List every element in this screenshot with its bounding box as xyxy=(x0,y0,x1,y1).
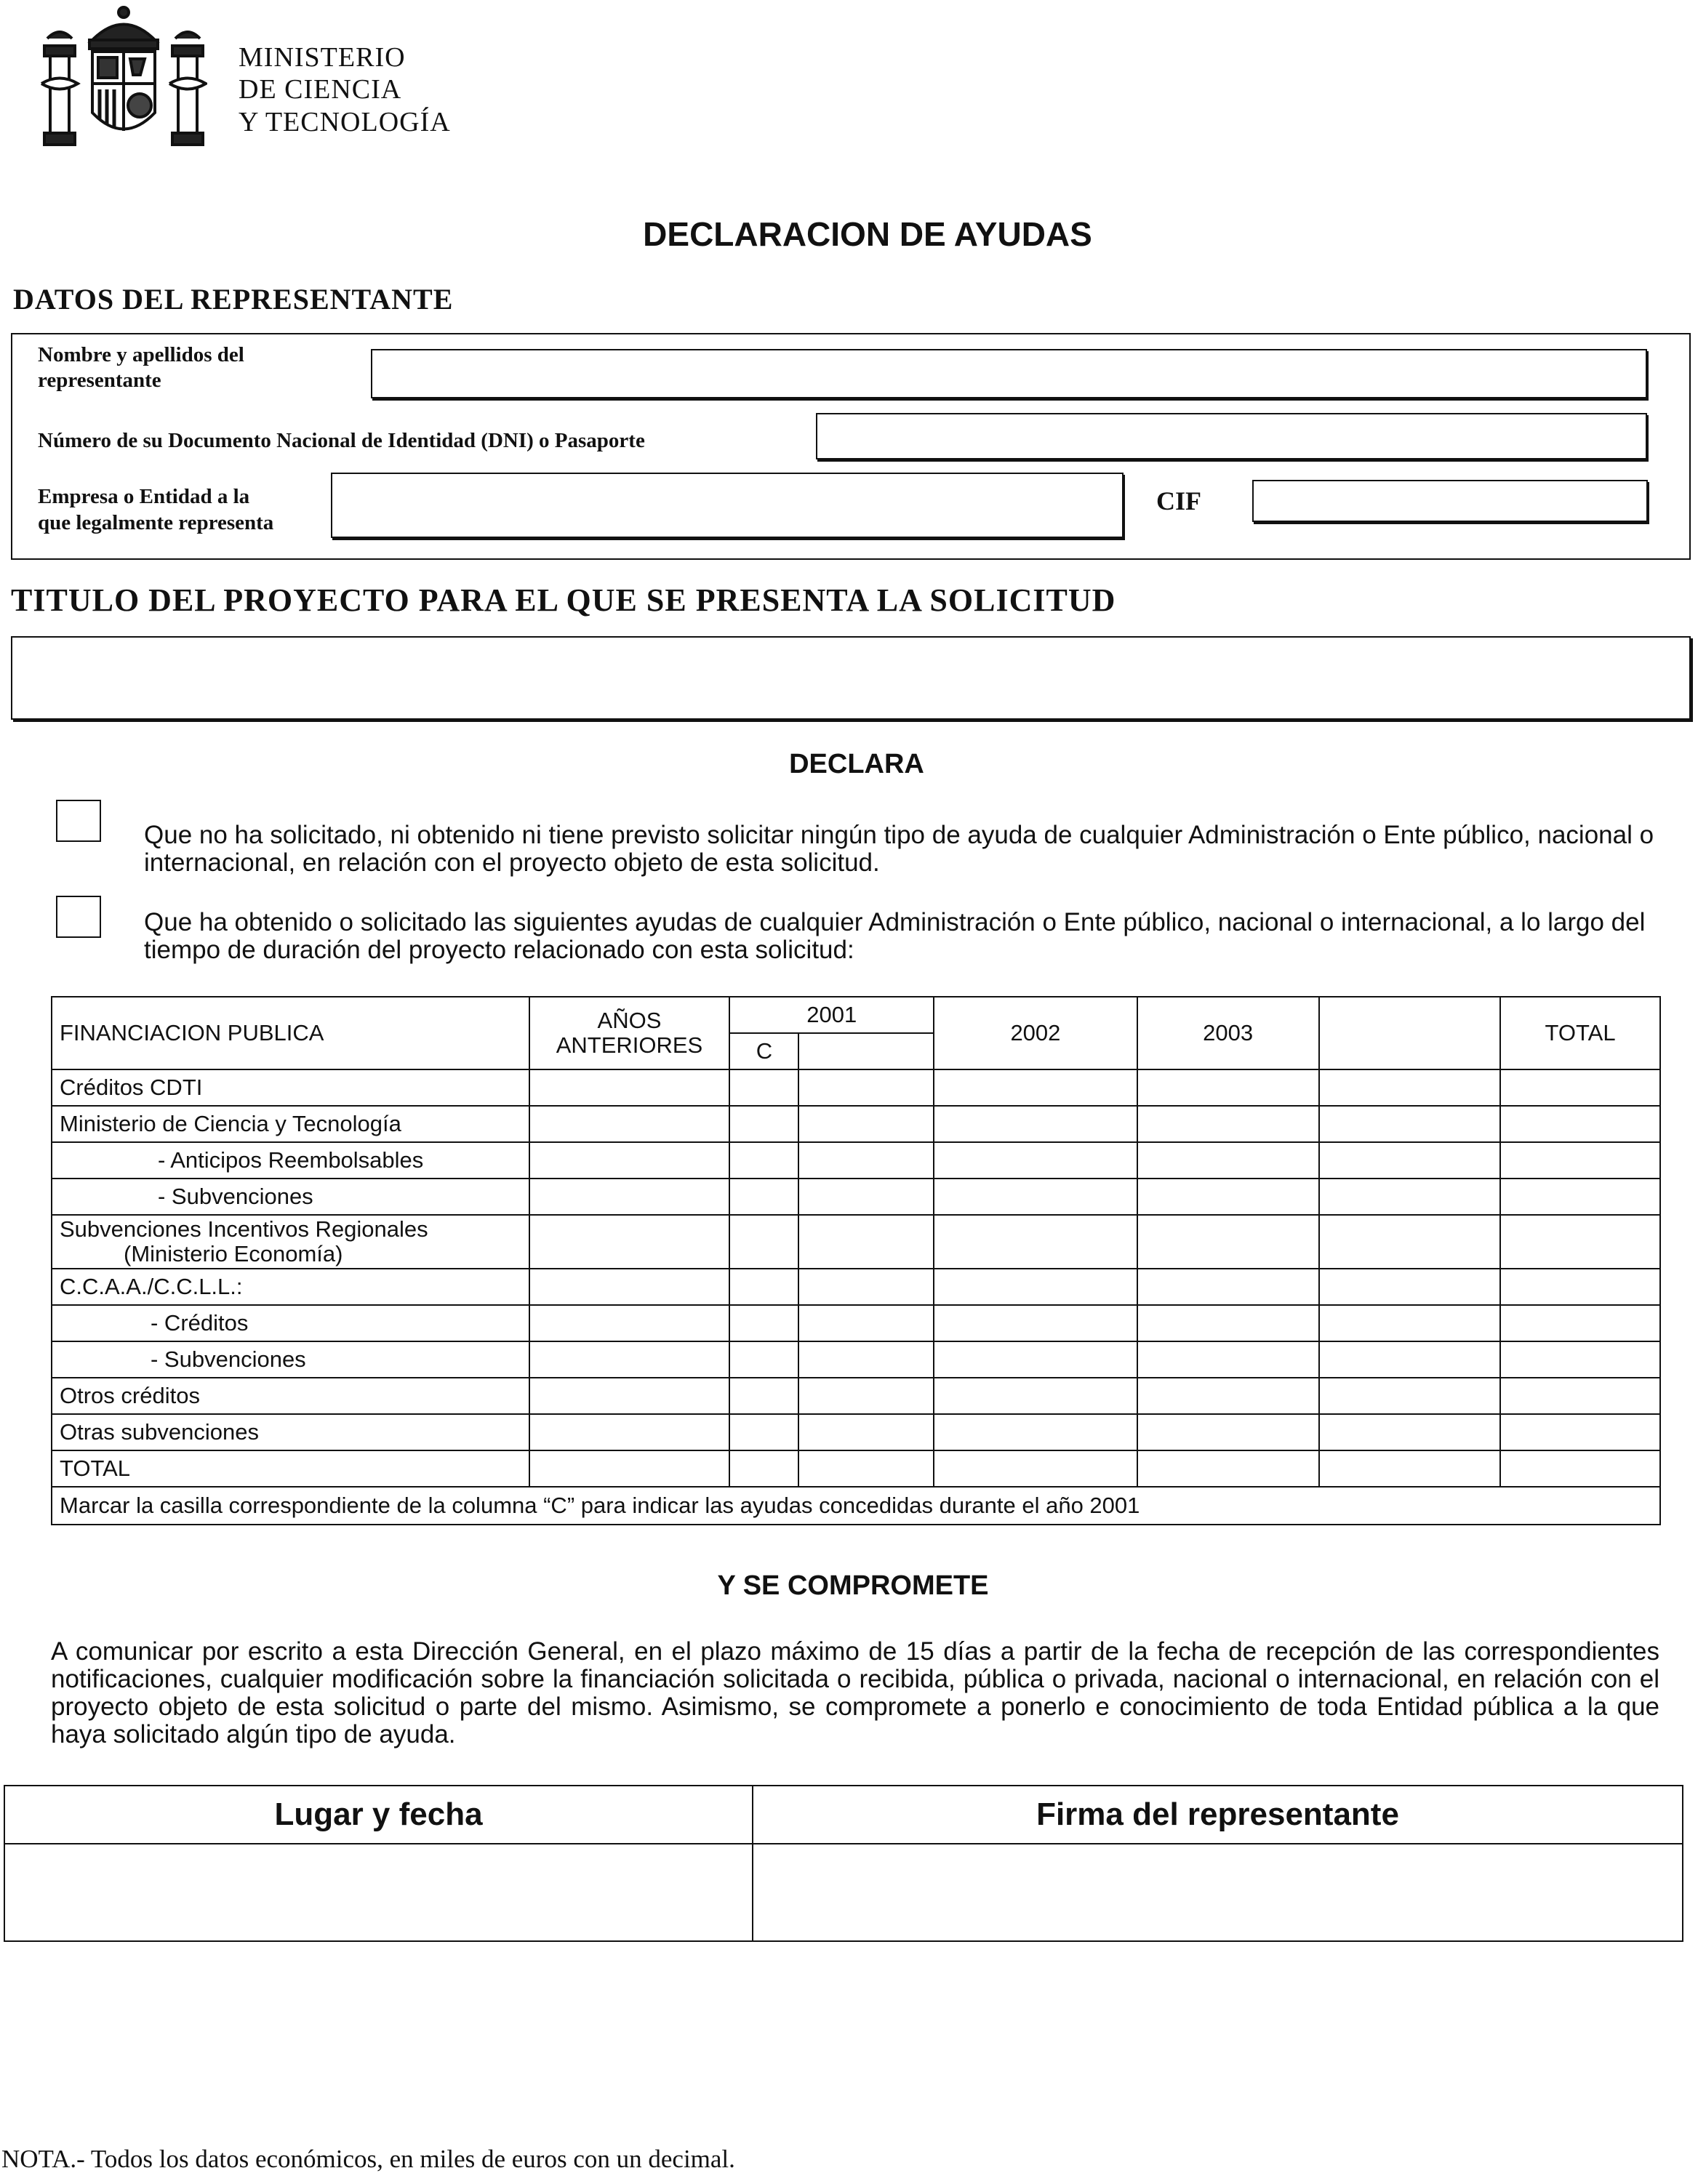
amount-cell[interactable] xyxy=(1319,1305,1501,1341)
row-label: TOTAL xyxy=(52,1450,529,1487)
amount-cell[interactable] xyxy=(1500,1378,1660,1414)
table-row xyxy=(52,1179,1660,1215)
ministry-name-line-1: MINISTERIO xyxy=(239,42,406,73)
row-label-line-1: Subvenciones Incentivos Regionales xyxy=(60,1216,428,1242)
company-label-line-1: Empresa o Entidad a la xyxy=(38,485,250,508)
header-2003: 2003 xyxy=(1137,997,1319,1069)
table-row xyxy=(52,1378,1660,1414)
table-footnote: Marcar la casilla correspondiente de la columna “C” para indicar las ayudas concedidas durante el año 2001 xyxy=(52,1487,1660,1525)
coat-of-arms-logo xyxy=(40,4,207,149)
amount-cell[interactable] xyxy=(1137,1142,1319,1179)
amount-cell[interactable] xyxy=(934,1378,1137,1414)
name-label-line-1: Nombre y apellidos del xyxy=(38,343,244,366)
amount-cell[interactable] xyxy=(1500,1142,1660,1179)
row-label-line-2: (Ministerio Economía) xyxy=(124,1241,343,1266)
amount-cell[interactable] xyxy=(529,1142,730,1179)
amount-cell[interactable] xyxy=(1500,1305,1660,1341)
compromete-heading: Y SE COMPROMETE xyxy=(717,1570,989,1601)
amount-cell[interactable] xyxy=(1137,1069,1319,1106)
row-label: Otros créditos xyxy=(52,1378,529,1414)
amount-cell[interactable] xyxy=(798,1450,934,1487)
row-label: - Subvenciones xyxy=(52,1179,529,1215)
amount-cell[interactable] xyxy=(529,1414,730,1450)
amount-cell[interactable] xyxy=(1500,1179,1660,1215)
amount-cell[interactable] xyxy=(1500,1215,1660,1269)
amount-cell[interactable] xyxy=(729,1106,798,1142)
amount-cell[interactable] xyxy=(798,1341,934,1378)
company-label-line-2: que legalmente representa xyxy=(38,511,274,534)
amount-cell[interactable] xyxy=(529,1179,730,1215)
cif-label: CIF xyxy=(1156,486,1201,515)
amount-cell[interactable] xyxy=(934,1450,1137,1487)
amount-cell[interactable] xyxy=(1500,1269,1660,1305)
representative-heading: DATOS DEL REPRESENTANTE xyxy=(13,283,454,316)
place-date-field[interactable] xyxy=(4,1844,753,1941)
amount-cell[interactable] xyxy=(934,1305,1137,1341)
amount-cell[interactable] xyxy=(729,1414,798,1450)
amount-cell[interactable] xyxy=(529,1069,730,1106)
amount-cell[interactable] xyxy=(529,1378,730,1414)
amount-cell[interactable] xyxy=(529,1450,730,1487)
amount-cell[interactable] xyxy=(1137,1450,1319,1487)
amount-cell[interactable] xyxy=(1319,1269,1501,1305)
amount-cell[interactable] xyxy=(729,1450,798,1487)
amount-cell[interactable] xyxy=(1319,1106,1501,1142)
aid-obtained-text: Que ha obtenido o solicitado las siguientes ayudas de cualquier Administración o Ente público, nacional o internacional, a lo largo del tiempo de duración del proyecto relacionado con esta solicitud: xyxy=(144,908,1646,964)
amount-cell[interactable] xyxy=(1137,1215,1319,1269)
compromete-text: A comunicar por escrito a esta Dirección General, en el plazo máximo de 15 días a partir de la fecha de recepción de las correspondientes notificaciones, cualquier modificación sobre la financiación solicitada o recibida, pública o privada, nacional o internacional, en relación con el proyecto objeto de esta solicitud o parte del mismo. Asimismo, se compromete a ponerlo e conocimiento de toda Entidad pública a la que haya solicitado algún tipo de ayuda. xyxy=(51,1637,1659,1749)
row-label: - Subvenciones xyxy=(52,1341,529,1378)
table-row xyxy=(52,1106,1660,1142)
signature-field[interactable] xyxy=(753,1844,1683,1941)
row-label: C.C.A.A./C.C.L.L.: xyxy=(52,1269,529,1305)
amount-cell[interactable] xyxy=(798,1378,934,1414)
amount-cell[interactable] xyxy=(1137,1378,1319,1414)
row-label: - Créditos xyxy=(52,1305,529,1341)
document-title: DECLARACION DE AYUDAS xyxy=(643,215,1092,253)
dni-label: Número de su Documento Nacional de Identidad (DNI) o Pasaporte xyxy=(38,429,645,452)
table-row xyxy=(52,1341,1660,1378)
amount-cell[interactable] xyxy=(798,1305,934,1341)
ministry-name-line-2: DE CIENCIA xyxy=(239,74,402,105)
no-aid-checkbox[interactable] xyxy=(56,800,101,842)
row-label: Ministerio de Ciencia y Tecnología xyxy=(52,1106,529,1142)
amount-cell[interactable] xyxy=(1500,1069,1660,1106)
declara-heading: DECLARA xyxy=(789,749,924,779)
amount-cell[interactable] xyxy=(934,1414,1137,1450)
table-row xyxy=(52,1414,1660,1450)
amount-cell[interactable] xyxy=(1137,1341,1319,1378)
amount-cell[interactable] xyxy=(1137,1269,1319,1305)
place-date-label: Lugar y fecha xyxy=(4,1786,753,1844)
header-previous-years xyxy=(529,997,730,1069)
amount-cell[interactable] xyxy=(934,1215,1137,1269)
dni-input[interactable] xyxy=(816,413,1647,459)
signature-label: Firma del representante xyxy=(753,1786,1683,1844)
funding-table xyxy=(51,996,1661,1525)
amount-cell[interactable] xyxy=(1137,1414,1319,1450)
aid-obtained-checkbox[interactable] xyxy=(56,896,101,938)
amount-cell[interactable] xyxy=(1319,1215,1501,1269)
table-row xyxy=(52,1305,1660,1341)
ministry-name-line-3: Y TECNOLOGÍA xyxy=(239,107,451,137)
amount-cell[interactable] xyxy=(934,1269,1137,1305)
signature-table xyxy=(4,1785,1683,1942)
header-funding: FINANCIACION PUBLICA xyxy=(52,997,529,1069)
amount-cell[interactable] xyxy=(729,1305,798,1341)
amount-cell[interactable] xyxy=(1319,1378,1501,1414)
amount-cell[interactable] xyxy=(1500,1341,1660,1378)
amount-cell[interactable] xyxy=(1319,1341,1501,1378)
amount-cell[interactable] xyxy=(729,1378,798,1414)
amount-cell[interactable] xyxy=(729,1142,798,1179)
amount-cell[interactable] xyxy=(1319,1142,1501,1179)
amount-cell[interactable] xyxy=(529,1305,730,1341)
amount-cell[interactable] xyxy=(934,1106,1137,1142)
nota-text: NOTA.- Todos los datos económicos, en miles de euros con un decimal. xyxy=(1,2145,735,2173)
amount-cell[interactable] xyxy=(934,1069,1137,1106)
amount-cell[interactable] xyxy=(1137,1106,1319,1142)
table-row xyxy=(52,1142,1660,1179)
amount-cell[interactable] xyxy=(1137,1305,1319,1341)
header-blank xyxy=(1319,997,1501,1069)
amount-cell[interactable] xyxy=(798,1142,934,1179)
amount-cell[interactable] xyxy=(798,1215,934,1269)
table-row xyxy=(52,1450,1660,1487)
row-label: Otras subvenciones xyxy=(52,1414,529,1450)
amount-cell[interactable] xyxy=(1319,1179,1501,1215)
amount-cell[interactable] xyxy=(529,1215,730,1269)
header-total: TOTAL xyxy=(1500,997,1660,1069)
amount-cell[interactable] xyxy=(729,1269,798,1305)
header-c: C xyxy=(729,1033,798,1069)
name-input[interactable] xyxy=(371,349,1647,398)
amount-cell[interactable] xyxy=(729,1215,798,1269)
cif-input[interactable] xyxy=(1252,480,1648,522)
amount-cell[interactable] xyxy=(729,1179,798,1215)
no-aid-text: Que no ha solicitado, ni obtenido ni tiene previsto solicitar ningún tipo de ayuda de cualquier Administración o Ente público, nacional o internacional, en relación con el proyecto objeto de esta solicitud. xyxy=(144,821,1654,877)
name-label-line-2: representante xyxy=(38,369,161,392)
header-previous-line-2: ANTERIORES xyxy=(556,1032,703,1058)
header-2001-amount xyxy=(798,1033,934,1069)
amount-cell[interactable] xyxy=(1500,1450,1660,1487)
row-label: - Anticipos Reembolsables xyxy=(52,1142,529,1179)
header-previous-line-1: AÑOS xyxy=(597,1008,662,1033)
amount-cell[interactable] xyxy=(529,1341,730,1378)
amount-cell[interactable] xyxy=(798,1269,934,1305)
table-row xyxy=(52,1269,1660,1305)
table-row xyxy=(52,1215,1660,1269)
row-label-regional xyxy=(52,1215,529,1269)
amount-cell[interactable] xyxy=(1137,1179,1319,1215)
amount-cell[interactable] xyxy=(1319,1069,1501,1106)
amount-cell[interactable] xyxy=(934,1179,1137,1215)
amount-cell[interactable] xyxy=(798,1414,934,1450)
amount-cell[interactable] xyxy=(1319,1414,1501,1450)
amount-cell[interactable] xyxy=(1500,1414,1660,1450)
table-row xyxy=(52,1069,1660,1106)
project-title-input[interactable] xyxy=(11,636,1691,720)
row-label: Créditos CDTI xyxy=(52,1069,529,1106)
amount-cell[interactable] xyxy=(529,1106,730,1142)
amount-cell[interactable] xyxy=(529,1269,730,1305)
header-2001: 2001 xyxy=(729,997,934,1033)
amount-cell[interactable] xyxy=(1500,1106,1660,1142)
amount-cell[interactable] xyxy=(934,1341,1137,1378)
company-input[interactable] xyxy=(331,473,1124,538)
amount-cell[interactable] xyxy=(934,1142,1137,1179)
amount-cell[interactable] xyxy=(798,1106,934,1142)
amount-cell[interactable] xyxy=(729,1069,798,1106)
amount-cell[interactable] xyxy=(729,1341,798,1378)
amount-cell[interactable] xyxy=(798,1179,934,1215)
project-title-heading: TITULO DEL PROYECTO PARA EL QUE SE PRESENTA LA SOLICITUD xyxy=(11,582,1116,618)
header-2002: 2002 xyxy=(934,997,1137,1069)
amount-cell[interactable] xyxy=(1319,1450,1501,1487)
amount-cell[interactable] xyxy=(798,1069,934,1106)
